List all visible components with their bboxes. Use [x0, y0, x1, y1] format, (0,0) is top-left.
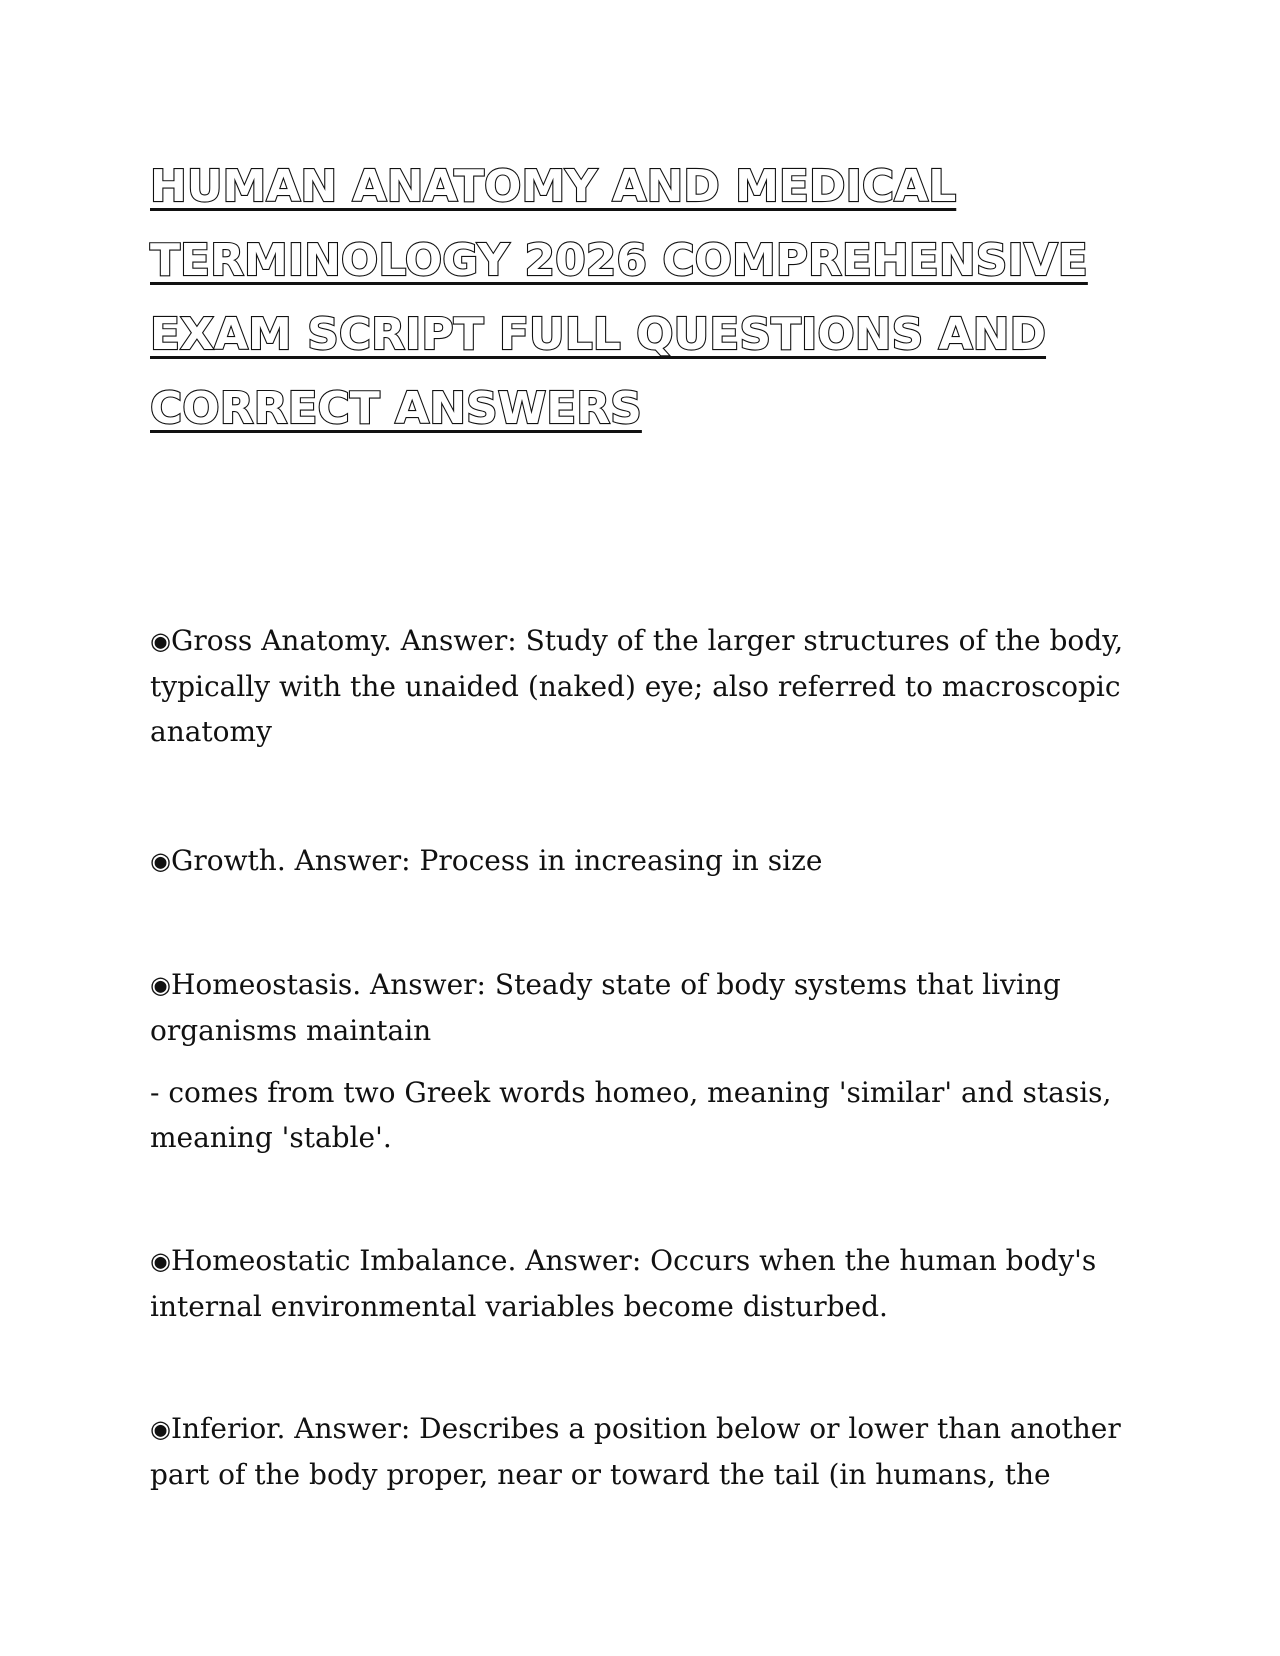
qa-entry-gross-anatomy	[150, 618, 1140, 754]
qa-entry-homeostatic-imbalance	[150, 1238, 1140, 1329]
qa-entry-growth	[150, 838, 1140, 884]
entry-text: Growth. Answer: Process in increasing in size	[170, 844, 823, 877]
entry-text: Homeostasis. Answer: Steady state of body systems that living organisms maintain	[150, 968, 1061, 1047]
bullet-icon: ◉	[150, 1247, 171, 1275]
entry-text: Gross Anatomy. Answer: Study of the larger structures of the body, typically with the unaided (naked) eye; also referred to macroscopic anatomy	[150, 624, 1124, 748]
bullet-icon: ◉	[150, 627, 171, 655]
entry-text: Homeostatic Imbalance. Answer: Occurs when the human body's internal environmental variables become disturbed.	[150, 1244, 1097, 1323]
title-line-2: TERMINOLOGY 2026 COMPREHENSIVE	[150, 235, 1088, 286]
title-line-4: CORRECT ANSWERS	[150, 383, 642, 434]
qa-entry-inferior	[150, 1406, 1140, 1497]
bullet-icon: ◉	[150, 1415, 171, 1443]
title-line-3: EXAM SCRIPT FULL QUESTIONS AND	[150, 309, 1047, 360]
bullet-icon: ◉	[150, 971, 171, 999]
entry-text: Inferior. Answer: Describes a position below or lower than another part of the body proper, near or toward the tail (in humans, the	[150, 1412, 1121, 1491]
qa-entry-homeostasis	[150, 962, 1140, 1053]
title-line-1: HUMAN ANATOMY AND MEDICAL	[150, 161, 957, 212]
bullet-icon: ◉	[150, 847, 171, 875]
document-title	[150, 150, 1150, 446]
entry-note-homeostasis: - comes from two Greek words homeo, meaning 'similar' and stasis, meaning 'stable'.	[150, 1076, 1112, 1154]
